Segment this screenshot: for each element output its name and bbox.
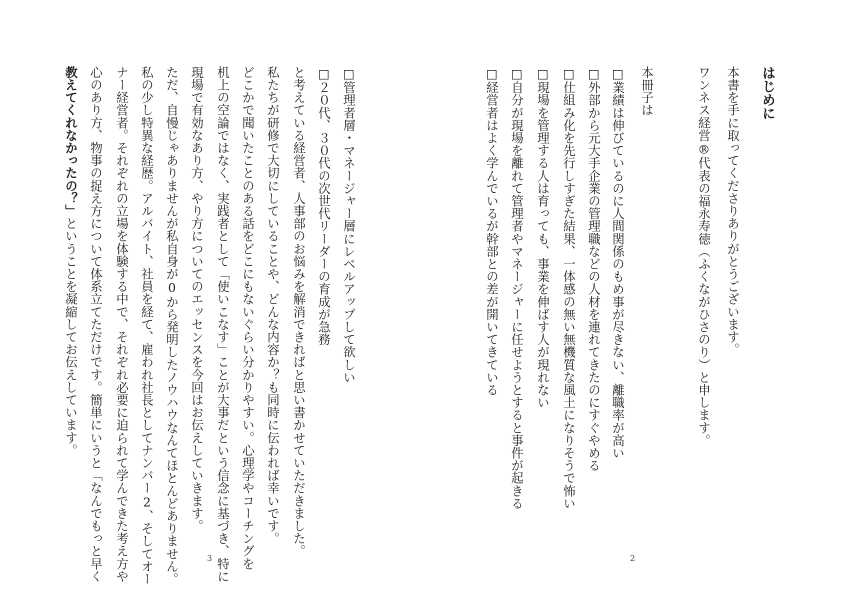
checklist-item: □経営者はよく学んでいるが幹部との差が開いてきている xyxy=(484,66,500,397)
text-line-final xyxy=(63,66,79,457)
text-line: ただ、自慢じゃありませんが私自身が0から発明したノウハウなんてほとんどありません。 xyxy=(164,66,180,586)
text-line: 心のあり方、物事の捉え方について体系立てただけです。簡単にいうと「なんでもっと早く xyxy=(88,66,104,583)
text-line: 私の少し特異な経歴。アルバイト、社員を経て、雇われ社長としてナンバー2、そしてオー xyxy=(139,66,155,586)
text-line: 現場で有効なあり方、やり方についてのエッセンスを今回はお伝えしていきます。 xyxy=(189,66,205,533)
text-line: 机上の空論ではなく、実践者として「使いこなす」ことが大事だという信念に基づき、特に xyxy=(215,66,231,583)
checklist-item: □自分が現場を離れて管理者やマネージャーに任せようとすると事件が起きる xyxy=(509,66,525,510)
emphasis-text: 教えてくれなかったの？」 xyxy=(63,66,79,218)
checklist-item: □２０代、３０代の次世代リーダーの育成が急務 xyxy=(316,66,332,346)
checklist-item: □仕組み化を先行しすぎた結果、一体感の無い無機質な風土になりそうで怖い xyxy=(561,66,577,510)
text-line: 本冊子は xyxy=(639,66,655,117)
checklist-item: □現場を管理する人は育っても、事業を伸ばす人が現れない xyxy=(535,66,551,409)
text-line-rest: ということを凝縮してお伝えしています。 xyxy=(63,217,79,457)
text-line: 本書を手に取ってくださりありがとうございます。 xyxy=(725,66,741,356)
page-number: 2 xyxy=(630,554,636,563)
checklist-item: □業績は伸びているのに人間関係のもめ事が尽きない、離職率が高い xyxy=(610,66,626,460)
text-line: ワンネス経営®代表の福永寿徳（ふくながひさのり）と申します。 xyxy=(696,66,712,447)
page-number: 3 xyxy=(207,554,213,563)
checklist-item: □管理者層・マネージャー層にレベルアップして欲しい xyxy=(341,66,357,384)
text-line: と考えている経営者、人事部のお悩みを解消できればと思い書かせていただきました。 xyxy=(291,66,307,558)
heading: はじめに xyxy=(759,66,776,121)
text-line: どこかで聞いたことのある話をどこにもないぐらい分かりやすい。心理学やコーチングを xyxy=(240,66,256,570)
text-line: ナー経営者。それぞれの立場を体験する中で、それぞれ必要に迫られて学んできた考え方や xyxy=(114,66,130,583)
checklist-item: □外部から元大手企業の管理職などの人材を連れてきたのにすぐやめる xyxy=(586,66,602,472)
text-line: 私たちが研修で大切にしていることや、どんな内容か？も同時に伝われば幸いです。 xyxy=(265,66,281,545)
